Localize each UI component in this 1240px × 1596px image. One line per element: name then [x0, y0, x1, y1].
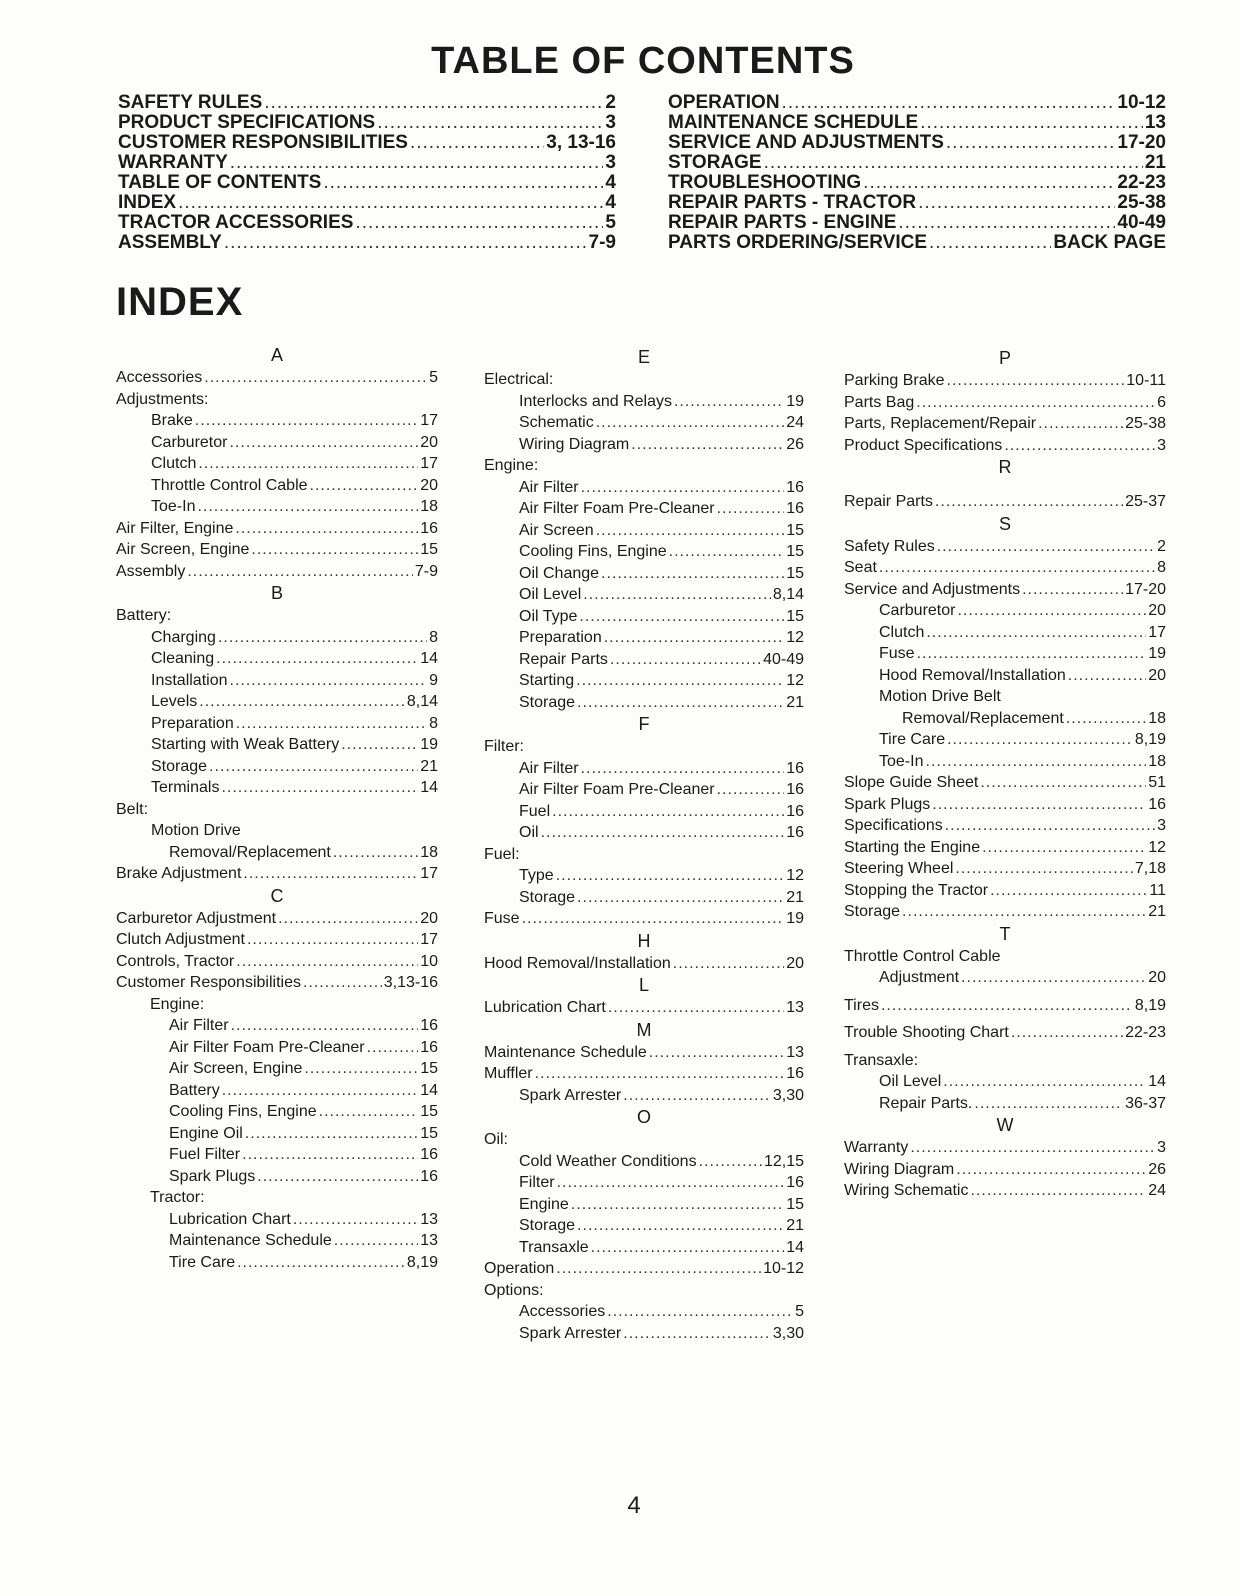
- index-entry: Air Screen, Engine ..... 15: [116, 539, 438, 561]
- index-entry: Clutch ..... 17: [116, 453, 438, 475]
- index-entry: Motion Drive Belt: [879, 688, 1001, 705]
- index-entry: Air Filter, Engine ..... 16: [116, 518, 438, 540]
- toc-entry-troubleshooting: TROUBLESHOOTING ..... 22-23: [668, 173, 1166, 193]
- index-entry: Stopping the Tractor ..... 11: [844, 880, 1166, 902]
- index-entry: Product Specifications ..... 3: [844, 435, 1166, 457]
- index-entry: Muffler ..... 16: [484, 1063, 804, 1085]
- index-entry: Hood Removal/Installation ..... 20: [844, 665, 1166, 687]
- index-entry: Hood Removal/Installation ..... 20: [484, 953, 804, 975]
- index-entry: Accessories ..... 5: [484, 1301, 804, 1323]
- index-letter-p: P: [998, 348, 1011, 368]
- index-entry: Slope Guide Sheet ..... 51: [844, 772, 1166, 794]
- index-entry: Cold Weather Conditions ..... 12,15: [484, 1151, 804, 1173]
- toc-entry-tractor-accessories: TRACTOR ACCESSORIES ..... 5: [118, 213, 616, 233]
- index-entry: Toe-In ..... 18: [116, 496, 438, 518]
- index-entry: Fuel:: [484, 845, 520, 863]
- index-entry: Oil Type ..... 15: [484, 606, 804, 628]
- toc-entry-service-and-adjustments: SERVICE AND ADJUSTMENTS ..... 17-20: [668, 133, 1166, 153]
- index-entry: Carburetor ..... 20: [116, 432, 438, 454]
- index-entry: Engine:: [484, 457, 539, 474]
- index-letter-h: H: [637, 930, 651, 951]
- index-entry: Service and Adjustments ..... 17-20: [844, 579, 1166, 601]
- index-letter-t: T: [999, 923, 1011, 944]
- index-entry: Operation ..... 10-12: [484, 1258, 804, 1280]
- index-entry: Removal/Replacement ..... 18: [116, 842, 438, 864]
- index-letter-l: L: [638, 975, 649, 995]
- index-letter-s: S: [998, 513, 1011, 534]
- index-entry: Transaxle:: [844, 1051, 919, 1069]
- index-entry: Air Screen, Engine ..... 15: [116, 1058, 438, 1080]
- index-entry: Lubrication Chart ..... 13: [116, 1209, 438, 1231]
- index-entry: Motion Drive: [151, 822, 241, 839]
- index-letter-r: R: [998, 457, 1012, 477]
- index-column-3: [844, 347, 1166, 1202]
- index-entry: Oil ..... 16: [484, 822, 804, 844]
- toc-right-column: [668, 93, 1166, 253]
- index-entry: Starting with Weak Battery ..... 19: [116, 734, 438, 756]
- index-entry: Seat ..... 8: [844, 557, 1166, 579]
- index-entry: Spark Plugs ..... 16: [844, 794, 1166, 816]
- toc-entry-table-of-contents: TABLE OF CONTENTS ..... 4: [118, 173, 616, 193]
- index-entry: Safety Rules ..... 2: [844, 536, 1166, 558]
- index-entry: Toe-In ..... 18: [844, 751, 1166, 773]
- index-entry: Wiring Diagram ..... 26: [844, 1159, 1166, 1181]
- index-entry: Repair Parts ..... 40-49: [484, 649, 804, 671]
- index-entry: Storage ..... 21: [484, 1215, 804, 1237]
- index-entry: Controls, Tractor ..... 10: [116, 951, 438, 973]
- toc-entry-customer-responsibilities: CUSTOMER RESPONSIBILITIES ..... 3, 13-16: [118, 133, 616, 153]
- index-entry: Storage ..... 21: [484, 692, 804, 714]
- index-entry: Trouble Shooting Chart ..... 22-23: [844, 1022, 1166, 1044]
- index-entry: Oil Change ..... 15: [484, 563, 804, 585]
- index-entry: Storage ..... 21: [116, 756, 438, 778]
- index-letter-a: A: [270, 345, 283, 365]
- index-entry: Interlocks and Relays ..... 19: [484, 391, 804, 413]
- index-entry: Spark Plugs ..... 16: [116, 1166, 438, 1188]
- index-entry: Parts Bag ..... 6: [844, 392, 1166, 414]
- index-entry: Wiring Diagram ..... 26: [484, 434, 804, 456]
- index-entry: Customer Responsibilities ..... 3,13-16: [116, 972, 438, 994]
- index-entry: Air Filter ..... 16: [484, 758, 804, 780]
- index-entry: Brake Adjustment ..... 17: [116, 863, 438, 885]
- index-entry: Charging ..... 8: [116, 627, 438, 649]
- index-entry: Belt:: [116, 800, 149, 818]
- index-letter-b: B: [270, 583, 283, 603]
- index-entry: Air Filter Foam Pre-Cleaner ..... 16: [484, 779, 804, 801]
- index-entry: Tires ..... 8,19: [844, 995, 1166, 1017]
- index-entry: Cooling Fins, Engine ..... 15: [116, 1101, 438, 1123]
- index-entry: Type ..... 12: [484, 865, 804, 887]
- index-entry: Starting ..... 12: [484, 670, 804, 692]
- toc-entry-operation: OPERATION ..... 10-12: [668, 93, 1166, 113]
- index-letter-e: E: [637, 347, 650, 367]
- index-entry: Options:: [484, 1281, 544, 1299]
- index-entry: Fuel ..... 16: [484, 801, 804, 823]
- index-entry: Filter ..... 16: [484, 1172, 804, 1194]
- index-entry: Parking Brake ..... 10-11: [844, 370, 1166, 392]
- index-entry: Tire Care ..... 8,19: [844, 729, 1166, 751]
- toc-entry-assembly: ASSEMBLY ..... 7-9: [118, 233, 616, 253]
- index-entry: Storage ..... 21: [484, 887, 804, 909]
- index-entry: Carburetor ..... 20: [844, 600, 1166, 622]
- index-entry: Terminals ..... 14: [116, 777, 438, 799]
- index-entry: Lubrication Chart ..... 13: [484, 997, 804, 1019]
- index-entry: Battery:: [116, 607, 172, 624]
- page-number: 4: [627, 1492, 641, 1519]
- index-entry: Steering Wheel ..... 7,18: [844, 858, 1166, 880]
- index-entry: Tire Care ..... 8,19: [116, 1252, 438, 1274]
- index-entry: Air Filter Foam Pre-Cleaner ..... 16: [484, 498, 804, 520]
- index-letter-f: F: [638, 714, 650, 734]
- index-entry: Preparation ..... 8: [116, 713, 438, 735]
- index-entry: Adjustment ..... 20: [844, 967, 1166, 989]
- toc-entry-storage: STORAGE ..... 21: [668, 153, 1166, 173]
- index-entry: Fuel Filter ..... 16: [116, 1144, 438, 1166]
- index-entry: Starting the Engine ..... 12: [844, 837, 1166, 859]
- toc-entry-parts-ordering-service: PARTS ORDERING/SERVICE ..... BACK PAGE: [668, 233, 1166, 253]
- toc-left-column: [118, 93, 616, 253]
- index-entry: Adjustments:: [116, 390, 209, 408]
- index-entry: Assembly ..... 7-9: [116, 561, 438, 583]
- index-entry: Schematic ..... 24: [484, 412, 804, 434]
- index-entry: Spark Arrester ..... 3,30: [484, 1085, 804, 1107]
- index-entry: Air Screen ..... 15: [484, 520, 804, 542]
- toc-entry-maintenance-schedule: MAINTENANCE SCHEDULE ..... 13: [668, 113, 1166, 133]
- index-entry: Filter:: [484, 738, 524, 755]
- index-column-2: [484, 346, 804, 1344]
- index-entry: Storage ..... 21: [844, 901, 1166, 923]
- index-letter-m: M: [636, 1019, 652, 1040]
- index-letter-w: W: [996, 1115, 1014, 1135]
- index-entry: Cleaning ..... 14: [116, 648, 438, 670]
- index-entry: Fuse ..... 19: [484, 908, 804, 930]
- index-entry: Maintenance Schedule ..... 13: [116, 1230, 438, 1252]
- index-entry: Preparation ..... 12: [484, 627, 804, 649]
- index-letter-c: C: [270, 885, 284, 906]
- index-entry: Air Filter ..... 16: [116, 1015, 438, 1037]
- index-entry: Engine Oil ..... 15: [116, 1123, 438, 1145]
- index-entry: Clutch Adjustment ..... 17: [116, 929, 438, 951]
- index-entry: Warranty ..... 3: [844, 1137, 1166, 1159]
- index-entry: Carburetor Adjustment ..... 20: [116, 908, 438, 930]
- toc-entry-warranty: WARRANTY ..... 3: [118, 153, 616, 173]
- index-entry: Throttle Control Cable: [844, 947, 1001, 965]
- index-entry: Accessories ..... 5: [116, 367, 438, 389]
- index-entry: Repair Parts. ..... 36-37: [844, 1093, 1166, 1115]
- index-entry: Brake ..... 17: [116, 410, 438, 432]
- toc-entry-index: INDEX ..... 4: [118, 193, 616, 213]
- index-entry: Oil Level ..... 8,14: [484, 584, 804, 606]
- index-entry: Oil Level ..... 14: [844, 1071, 1166, 1093]
- index-entry: Throttle Control Cable ..... 20: [116, 475, 438, 497]
- index-letter-o: O: [636, 1107, 651, 1127]
- toc-entry-repair-parts-engine: REPAIR PARTS - ENGINE ..... 40-49: [668, 213, 1166, 233]
- index-entry: Specifications ..... 3: [844, 815, 1166, 837]
- index-title: INDEX: [116, 280, 244, 324]
- index-entry: Parts, Replacement/Repair ..... 25-38: [844, 413, 1166, 435]
- index-entry: Wiring Schematic ..... 24: [844, 1180, 1166, 1202]
- index-entry: Maintenance Schedule ..... 13: [484, 1042, 804, 1064]
- index-entry: Engine ..... 15: [484, 1194, 804, 1216]
- toc-entry-repair-parts-tractor: REPAIR PARTS - TRACTOR ..... 25-38: [668, 193, 1166, 213]
- index-entry: Cooling Fins, Engine ..... 15: [484, 541, 804, 563]
- index-entry: Transaxle ..... 14: [484, 1237, 804, 1259]
- index-entry: Levels ..... 8,14: [116, 691, 438, 713]
- toc-title: TABLE OF CONTENTS: [431, 40, 855, 82]
- index-entry: Oil:: [484, 1131, 508, 1148]
- index-entry: Fuse ..... 19: [844, 643, 1166, 665]
- toc-entry-safety-rules: SAFETY RULES ..... 2: [118, 93, 616, 113]
- index-entry: Air Filter ..... 16: [484, 477, 804, 499]
- index-entry: Repair Parts ..... 25-37: [844, 491, 1166, 513]
- index-entry: Air Filter Foam Pre-Cleaner ..... 16: [116, 1037, 438, 1059]
- index-entry: Engine:: [150, 995, 205, 1013]
- toc-entry-product-specifications: PRODUCT SPECIFICATIONS ..... 3: [118, 113, 616, 133]
- index-entry: Installation ..... 9: [116, 670, 438, 692]
- index-entry: Removal/Replacement ..... 18: [844, 708, 1166, 730]
- index-entry: Electrical:: [484, 371, 554, 388]
- index-entry: Battery ..... 14: [116, 1080, 438, 1102]
- index-column-1: [116, 344, 438, 1273]
- index-entry: Tractor:: [150, 1189, 205, 1206]
- index-entry: Spark Arrester ..... 3,30: [484, 1323, 804, 1345]
- index-entry: Clutch ..... 17: [844, 622, 1166, 644]
